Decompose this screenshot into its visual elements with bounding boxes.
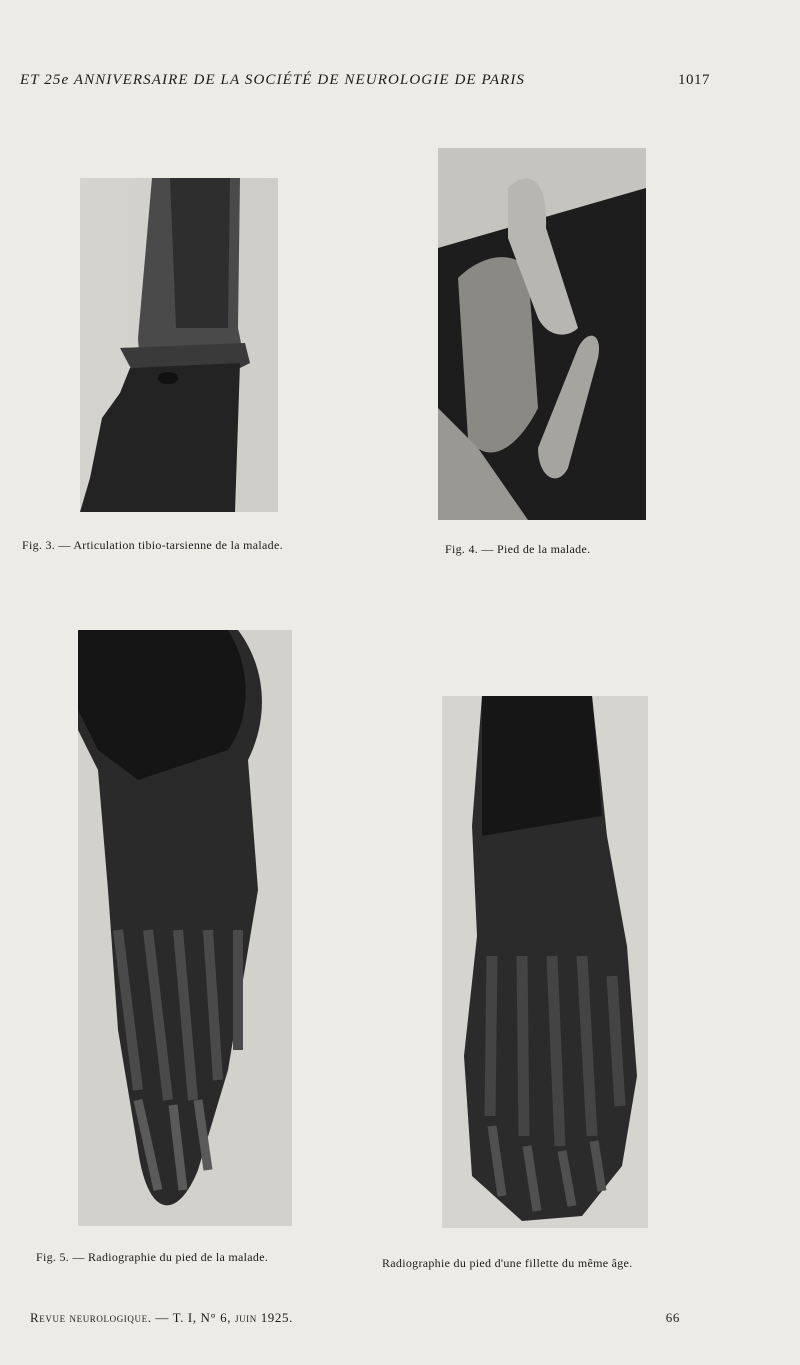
fig5-left-caption: Fig. 5. — Radiographie du pied de la malade.	[36, 1250, 269, 1264]
fig4-foot-photograph	[438, 148, 646, 520]
journal-footer	[30, 1310, 680, 1326]
fig5-patient-foot-radiograph	[78, 630, 292, 1226]
fig5-control-foot-radiograph	[442, 696, 648, 1228]
running-head-title: ET 25e ANNIVERSAIRE DE LA SOCIÉTÉ DE NEUROLOGIE DE PARIS	[20, 72, 526, 88]
fig3-ankle-radiograph	[80, 178, 278, 512]
fig5-right-caption: Radiographie du pied d'une fillette du même âge.	[382, 1256, 633, 1270]
fig3-caption: Fig. 3. — Articulation tibio-tarsienne de la malade.	[22, 538, 283, 552]
running-head	[20, 72, 710, 89]
fig4-caption: Fig. 4. — Pied de la malade.	[445, 542, 591, 556]
signature-number: 66	[665, 1310, 680, 1325]
page-number: 1017	[678, 72, 710, 88]
journal-citation: Revue neurologique. — T. I, N° 6, juin 1925.	[30, 1310, 293, 1325]
